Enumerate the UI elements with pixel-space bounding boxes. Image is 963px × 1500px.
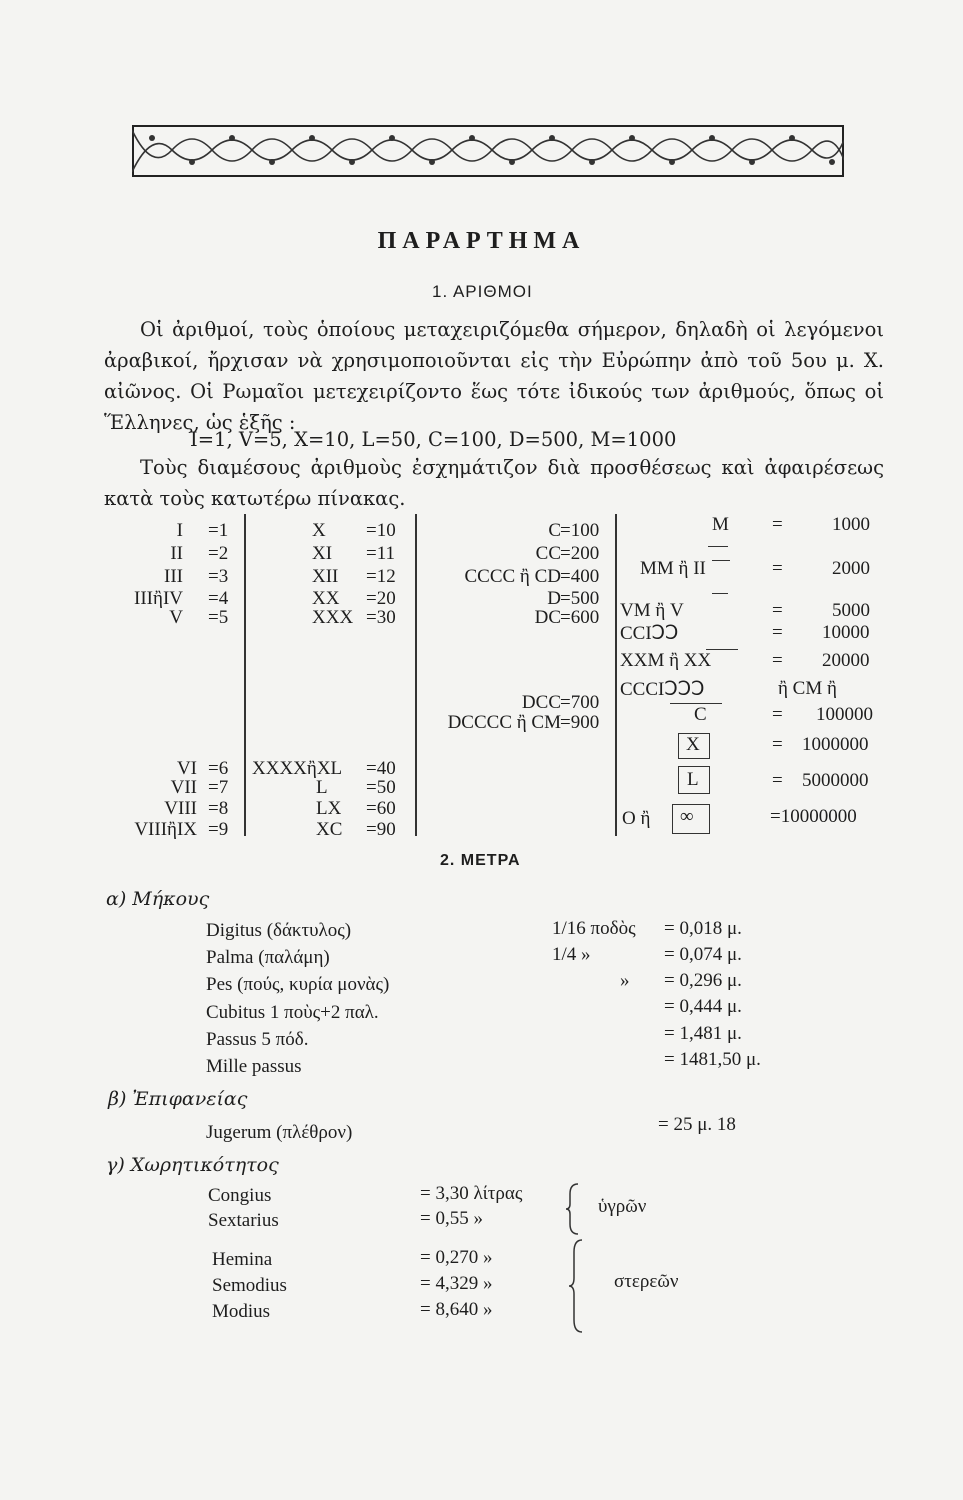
numeral-value: =90 [366,819,396,840]
equals-sign: = [772,600,783,621]
measure-ratio: 1/16 ποδὸς [552,918,636,939]
numeral-value: =400 [560,566,600,587]
numeral: DCCCC ἢ CM [447,712,561,733]
numeral-note: ἢ CM ἢ [778,678,837,699]
numeral: O ἢ [622,808,651,829]
numeral: VIII [164,798,197,819]
equals-sign: = [772,704,783,725]
measure-name: Palma (παλάμη) [206,947,330,968]
measure-value: = 0,270 » [420,1247,493,1268]
composite-line: κατὰ τοὺς κατωτέρω πίνακας. [104,487,406,510]
numeral: XC [316,819,343,840]
numbers-intro [104,314,884,438]
numeral-value: =200 [560,543,600,564]
numeral-value: =900 [560,712,600,733]
numeral: XII [312,566,339,587]
numeral-value: =30 [366,607,396,628]
numeral: II [170,543,183,564]
measure-name: Hemina [212,1249,273,1270]
numeral: III [164,566,183,587]
measure-value: = 0,074 μ. [664,944,742,965]
numeral-value: =3 [208,566,229,587]
composite-line: Τοὺς διαμέσους ἀριθμοὺς ἐσχημάτιζον διὰ προσθέσεως καὶ ἀφαιρέσεως [140,456,884,479]
equals-sign: = [772,770,783,791]
intro-line: αἰῶνος. Οἱ Ρωμαῖοι μετεχειρίζοντο ἕως τότε ἰδικούς των ἀριθμούς, ὅπως οἱ [104,380,884,403]
numeral-value: =700 [560,692,600,713]
measure-name: Modius [212,1301,271,1322]
overline [712,560,730,561]
measure-name: Digitus (δάκτυλος) [206,920,352,941]
numeral-value: =100 [560,520,600,541]
numeral-value: =4 [208,588,229,609]
numeral: XI [312,543,333,564]
numeral-value: =10 [366,520,396,541]
numeral: ∞ [680,806,694,827]
equals-sign: = [772,734,783,755]
measure-name: Sextarius [208,1210,279,1231]
volume-title: γ) Χωρητικότητος [106,1154,279,1176]
numeral-value: 10000 [822,622,870,643]
numeral: XXM ἢ XX [620,650,712,671]
liquid-brace [566,1182,580,1236]
numeral: CCCIↃↃↃ [620,679,705,700]
measure-name: Mille passus [206,1056,302,1077]
numeral: VIIIἢIX [134,819,197,840]
length-title: α) Μήκους [106,888,210,910]
table-rule [244,514,246,836]
numeral: XXXXἢXL [252,758,343,779]
numeral: L [316,777,328,798]
equals-sign: = [772,650,783,671]
numeral-value: =10000000 [770,806,857,827]
measure-value: = 0,444 μ. [664,996,742,1017]
numeral-value: =12 [366,566,396,587]
numeral-value: =5 [208,607,229,628]
numeral: XX [312,588,340,609]
numbers-composite [104,452,884,514]
numeral-value: =500 [560,588,600,609]
numeral-value: =11 [366,543,396,564]
numeral-value: =6 [208,758,229,779]
measure-name: Semodius [212,1275,287,1296]
measure-value: = 0,296 μ. [664,970,742,991]
liquid-label: ὑγρῶν [598,1196,647,1217]
measure-value: = 8,640 » [420,1299,493,1320]
numeral: CCCC ἢ CD [464,566,561,587]
numeral: V [169,607,183,628]
measure-value: = 0,55 » [420,1208,483,1229]
measure-value: = 1481,50 μ. [664,1049,761,1070]
measure-name: Pes (πούς, κυρία μονὰς) [206,974,390,995]
numeral: DCC [521,692,561,713]
measures-heading: 2. ΜΕΤΡΑ [440,852,521,869]
table-rule [415,514,417,836]
equals-sign: = [772,558,783,579]
numeral-value: 1000 [832,514,870,535]
table-rule [615,514,617,836]
numeral-value: 2000 [832,558,870,579]
intro-line: Ἕλληνες, ὡς ἑξῆς : [104,411,296,434]
numeral: VM ἢ V [620,600,684,621]
equals-sign: = [772,622,783,643]
numeral-value: 100000 [816,704,873,725]
numeral-value: =600 [560,607,600,628]
numeral: XXX [312,607,354,628]
numeral-value: =7 [208,777,229,798]
numeral-value: 20000 [822,650,870,671]
numeral-value: =40 [366,758,396,779]
numeral: CC [535,543,561,564]
solid-brace [568,1238,584,1334]
numeral: X [312,520,326,541]
numeral: IIIἢIV [134,588,183,609]
equals-sign: = [772,514,783,535]
numeral: I [176,520,183,541]
numeral: C [548,520,561,541]
numeral: M [712,514,729,535]
measure-name: Cubitus 1 ποὺς+2 παλ. [206,1002,379,1023]
overline [712,593,728,594]
overline [708,546,728,547]
measure-value: = 4,329 » [420,1273,493,1294]
measure-ratio: » [620,970,630,991]
numeral-value: 5000 [832,600,870,621]
basic-numerals: I=1, V=5, X=10, L=50, C=100, D=500, M=1000 [190,428,677,451]
numeral: CCIↃↃ [620,623,679,644]
measure-value: = 1,481 μ. [664,1023,742,1044]
numeral-value: =20 [366,588,396,609]
numeral-value: =50 [366,777,396,798]
numeral-value: =8 [208,798,229,819]
numeral-value: 5000000 [802,770,869,791]
numeral: X [686,734,700,755]
numeral: D [547,588,561,609]
numeral-value: =1 [208,520,229,541]
measure-name: Passus 5 πόδ. [206,1029,309,1050]
measure-value: = 0,018 μ. [664,918,742,939]
surface-title: β) Ἐπιφανείας [108,1088,248,1110]
measure-ratio: 1/4 » [552,944,591,965]
decorative-border-banner [132,120,844,184]
numeral: DC [534,607,561,628]
numeral-value: =60 [366,798,396,819]
intro-line: ἀραβικοί, ἤρχισαν νὰ χρησιμοποιοῦνται εἰς τὴν Εὐρώπην ἀπὸ τοῦ 5ου μ. Χ. [104,349,884,372]
measure-value: = 25 μ. 18 [658,1114,736,1135]
numeral: L [687,769,699,790]
numbers-heading: 1. ΑΡΙΘΜΟΙ [432,282,533,301]
measure-name: Jugerum (πλέθρον) [206,1122,353,1143]
page-title: ΠΑΡΑΡΤΗΜΑ [377,228,586,254]
intro-line: Οἱ ἀριθμοί, τοὺς ὁποίους μεταχειριζόμεθα σήμερον, δηλαδὴ οἱ λεγόμενοι [140,318,884,341]
measure-value: = 3,30 λίτρας [420,1183,523,1204]
numeral: VI [176,758,197,779]
numeral: LX [316,798,342,819]
solid-label: στερεῶν [614,1271,679,1292]
numeral-value: =2 [208,543,229,564]
numeral: MM ἢ II [640,558,706,579]
numeral: C [694,704,707,725]
measure-name: Congius [208,1185,272,1206]
numeral-value: =9 [208,819,229,840]
numeral: VII [170,777,197,798]
numeral-value: 1000000 [802,734,869,755]
